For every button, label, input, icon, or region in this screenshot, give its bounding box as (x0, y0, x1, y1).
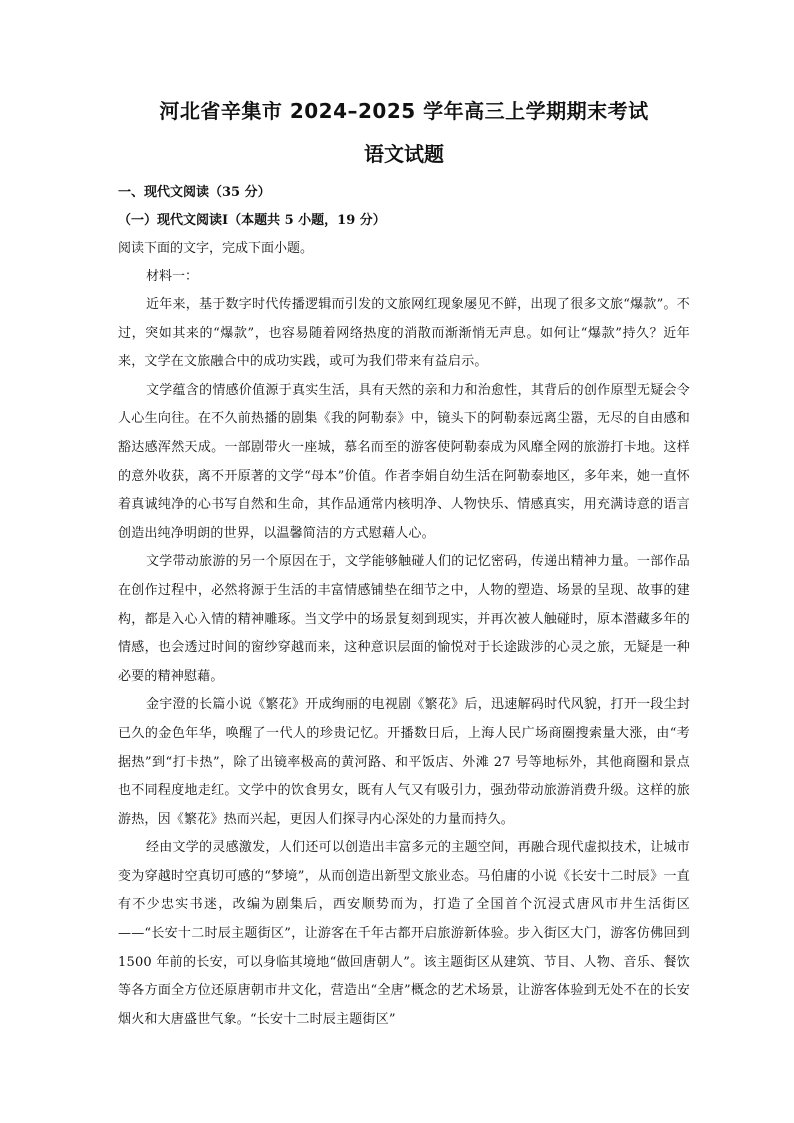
material-label: 材料一： (146, 269, 199, 284)
section-heading: 一、现代文阅读（35 分） (118, 185, 271, 200)
paragraph-4: 金宇澄的长篇小说《繁花》开成绚丽的电视剧《繁花》后，迅速解码时代风貌，打开一段尘封已久的金色年华，唤醒了一代人的珍贵记忆。开播数日后，上海人民广场商圈搜索量大涨，由“考据热”到“打卡热”，除了出镜率极高的黄河路、和平饭店、外滩 27 号等地标外，其他商圈和景点也不同程度地走红。文学中的饮食男女，既有人气又有吸引力，强劲带动旅游消费升级。这样的旅游热，因《繁花》热而兴起，更因人们探寻内心深处的力量而持久。 (118, 697, 690, 827)
paragraph-2: 文学蕴含的情感价值源于真实生活，具有天然的亲和力和治愈性，其背后的创作原型无疑会令人心生向往。在不久前热播的剧集《我的阿勒泰》中，镜头下的阿勒泰远离尘嚣，无尽的自由感和豁达感浑然天成。一部剧带火一座城，慕名而至的游客使阿勒泰成为风靡全网的旅游打卡地。这样的意外收获，离不开原著的文学“母本”价值。作者李娟自幼生活在阿勒泰地区，多年来，她一直怀着真诚纯净的心书写自然和生命，其作品通常内核明净、人物快乐、情感真实，用充满诗意的语言创造出纯净明朗的世界，以温馨简洁的方式慰藉人心。 (118, 382, 690, 541)
reading-instruction: 阅读下面的文字，完成下面小题。 (118, 241, 314, 256)
sub-section-heading: （一）现代文阅读Ⅰ（本题共 5 小题，19 分） (118, 213, 386, 228)
paragraph-1: 近年来，基于数字时代传播逻辑而引发的文旅网红现象屡见不鲜，出现了很多文旅“爆款”。不过，突如其来的“爆款”，也容易随着网络热度的消散而渐渐悄无声息。如何让“爆款”持久？近年来，文学在文旅融合中的成功实践，或可为我们带来有益启示。 (118, 297, 690, 370)
document-title: 河北省辛集市 2024–2025 学年高三上学期期末考试 (159, 99, 649, 123)
paragraph-5: 经由文学的灵感激发，人们还可以创造出丰富多元的主题空间，再融合现代虚拟技术，让城市变为穿越时空真切可感的“梦境”，从而创造出新型文旅业态。马伯庸的小说《长安十二时辰》一直有不少忠实书迷，改编为剧集后，西安顺势而为，打造了全国首个沉浸式唐风市井生活街区——“长安十二时辰主题街区”，让游客在千年古都开启旅游新体验。步入街区大门，游客仿佛回到 1500 年前的长安，可以身临其境地“做回唐朝人”。该主题街区从建筑、节目、人物、音乐、餐饮等各方面全方位还原唐朝市井文化，营造出“全唐”概念的艺术场景，让游客体验到无处不在的长安烟火和大唐盛世气象。“长安十二时辰主题街区” (118, 840, 690, 1027)
paragraph-3: 文学带动旅游的另一个原因在于，文学能够触碰人们的记忆密码，传递出精神力量。一部作品在创作过程中，必然将源于生活的丰富情感铺垫在细节之中，人物的塑造、场景的呈现、故事的建构，都是入心入情的精神雕琢。当文学中的场景复刻到现实，并再次被人触碰时，原本潜藏多年的情感，也会透过时间的窗纱穿越而来，这种意识层面的愉悦对于长途跋涉的心灵之旅，无疑是一种必要的精神慰藉。 (118, 554, 690, 684)
document-subtitle: 语文试题 (364, 142, 444, 166)
